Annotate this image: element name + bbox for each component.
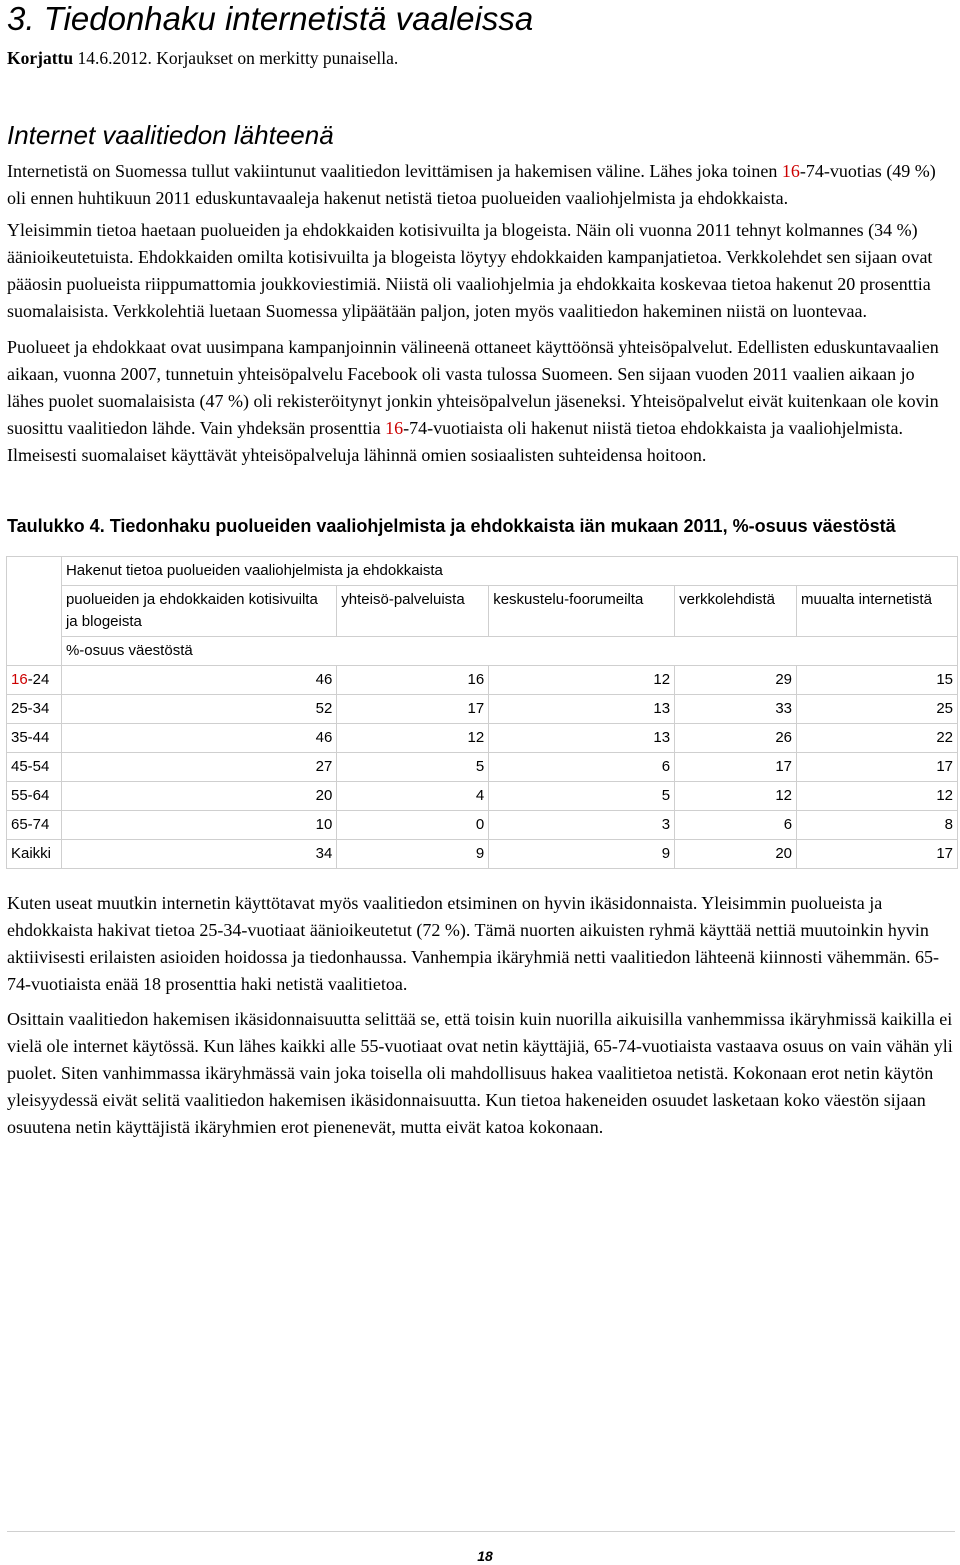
corrected-value: 16: [11, 671, 28, 688]
table-cell: 6: [489, 753, 675, 782]
table-cell: 0: [337, 811, 489, 840]
table-cell: 17: [337, 695, 489, 724]
table-cell: 12: [337, 724, 489, 753]
table-cell: 29: [675, 666, 797, 695]
paragraph-3-text-b: -74-vuotiaista oli hakenut niistä tietoa ehdokkaista ja vaaliohjelmista. Ilmeisesti suomalaiset käyttävät yhteisöpalveluja lähinnä omien sosiaalisten suhteidensa hoitoon.: [7, 418, 903, 465]
table-row: [7, 666, 958, 695]
row-label: 45-54: [7, 753, 62, 782]
table-unit-row: [7, 637, 958, 666]
correction-label: Korjattu: [7, 48, 74, 68]
table-cell: 9: [337, 840, 489, 869]
table-cell: 27: [61, 753, 336, 782]
correction-text: 14.6.2012. Korjaukset on merkitty punaisella.: [73, 48, 399, 68]
paragraph-1-text-a: Internetistä on Suomessa tullut vakiintunut vaalitiedon levittämisen ja hakemisen väline. Lähes joka toinen: [7, 161, 782, 181]
table-corner-cell: [7, 557, 62, 666]
table-title: Taulukko 4. Tiedonhaku puolueiden vaaliohjelmista ja ehdokkaista iän mukaan 2011, %-osuus väestöstä: [7, 516, 896, 536]
table-cell: 16: [337, 666, 489, 695]
paragraph-3: [7, 334, 955, 469]
table-cell: 12: [489, 666, 675, 695]
document-page: [7, 0, 955, 1141]
table-cell: 13: [489, 695, 675, 724]
row-label: 35-44: [7, 724, 62, 753]
table-row: [7, 840, 958, 869]
table-unit-label: %-osuus väestöstä: [61, 637, 957, 666]
row-label: 55-64: [7, 782, 62, 811]
section-heading: Internet vaalitiedon lähteenä: [7, 120, 334, 150]
table-cell: 46: [61, 666, 336, 695]
table-group-header-row: [7, 557, 958, 586]
table-cell: 20: [675, 840, 797, 869]
table-cell: 3: [489, 811, 675, 840]
paragraph-1-text-b: -74-vuotias (49 %) oli ennen huhtikuun 2011 eduskuntavaaleja hakenut netistä tietoa puolueiden vaaliohjelmista ja ehdokkaista.: [7, 161, 936, 208]
table-row: [7, 811, 958, 840]
page-heading: 3. Tiedonhaku internetistä vaaleissa: [7, 0, 534, 37]
column-header: yhteisö-palveluista: [337, 586, 489, 637]
row-label: 65-74: [7, 811, 62, 840]
table-cell: 12: [797, 782, 958, 811]
paragraph-3-text-a: Puolueet ja ehdokkaat ovat uusimpana kampanjoinnin välineenä ottaneet käyttöönsä yhteisöpalvelut. Edellisten eduskuntavaalien aikaan, vuonna 2007, tunnetuin yhteisöpalvelu Facebook oli vasta tulossa Suomeen. Sen sijaan vuoden 2011 vaalien aikaan jo lähes puolet suomalaisista (47 %) oli rekisteröitynyt jonkin yhteisöpalvelun jäseneksi. Yhteisöpalvelut eivät kuitenkaan ole kovin suosittu vaalitiedon lähde. Vain yhdeksän prosenttia: [7, 337, 939, 438]
table-cell: 22: [797, 724, 958, 753]
table-cell: 9: [489, 840, 675, 869]
row-label-rest: -24: [27, 671, 50, 688]
table-cell: 52: [61, 695, 336, 724]
table-cell: 33: [675, 695, 797, 724]
table-cell: 6: [675, 811, 797, 840]
table-cell: 5: [337, 753, 489, 782]
column-header: verkkolehdistä: [675, 586, 797, 637]
table-cell: 17: [675, 753, 797, 782]
table-group-header: Hakenut tietoa puolueiden vaaliohjelmista ja ehdokkaista: [61, 557, 957, 586]
table-cell: 46: [61, 724, 336, 753]
table-cell: 5: [489, 782, 675, 811]
column-header: muualta internetistä: [797, 586, 958, 637]
paragraph-2: Yleisimmin tietoa haetaan puolueiden ja ehdokkaiden kotisivuilta ja blogeista. Näin oli vuonna 2011 tehnyt kolmannes (34 %) äänioikeutetuista. Ehdokkaiden omilta kotisivuilta ja blogeista löytyy ehdokkaiden kampanjatietoa. Verkkolehdet sen sijaan ovat pääosin puolueista riippumattomia joukkoviestimiä. Niistä oli vaaliohjelmia ja ehdokkaita koskevaa tietoa hakenut 20 prosenttia suomalaisista. Verkkolehtiä luetaan Suomessa ylipäätään paljon, joten myös vaalitiedon hakeminen niistä on luontevaa.: [7, 220, 933, 321]
table-row: [7, 753, 958, 782]
correction-note: [7, 47, 955, 69]
table-cell: 26: [675, 724, 797, 753]
row-label: [7, 666, 62, 695]
table-cell: 8: [797, 811, 958, 840]
paragraph-5: Osittain vaalitiedon hakemisen ikäsidonnaisuutta selittää se, että toisin kuin nuorilla aikuisilla vanhemmissa ikäryhmissä kaikilla ei vielä ole internet käytössä. Kun lähes kaikki alle 55-vuotiaat ovat netin käyttäjiä, 65-74-vuotiaista vastaava osuus on vain vähän yli puolet. Siten vanhimmassa ikäryhmässä vain joka toisella oli mahdollisuus hakea vaalitietoa netistä. Kokonaan erot netin käytön yleisyydessä eivät selitä vaalitiedon hakemisen ikäsidonnaisuutta. Kun tietoa hakeneiden osuudet lasketaan koko väestön sijaan osuutena netin käyttäjistä ikäryhmien erot pienenevät, mutta eivät katoa kokonaan.: [7, 1009, 953, 1137]
column-header: puolueiden ja ehdokkaiden kotisivuilta ja blogeista: [61, 586, 336, 637]
row-label: Kaikki: [7, 840, 62, 869]
table-row: [7, 724, 958, 753]
table-cell: 17: [797, 840, 958, 869]
table-column-header-row: [7, 586, 958, 637]
footer-divider: [7, 1531, 955, 1532]
table-cell: 20: [61, 782, 336, 811]
table-cell: 4: [337, 782, 489, 811]
table-cell: 34: [61, 840, 336, 869]
paragraph-1: [7, 158, 955, 212]
table-cell: 13: [489, 724, 675, 753]
table-cell: 25: [797, 695, 958, 724]
table-row: [7, 782, 958, 811]
column-header: keskustelu-foorumeilta: [489, 586, 675, 637]
row-label: 25-34: [7, 695, 62, 724]
table-cell: 15: [797, 666, 958, 695]
data-table: [6, 556, 958, 869]
corrected-value: 16: [385, 418, 404, 438]
page-number: 18: [477, 1548, 493, 1564]
table-row: [7, 695, 958, 724]
corrected-value: 16: [781, 161, 800, 181]
table-cell: 12: [675, 782, 797, 811]
table-cell: 17: [797, 753, 958, 782]
paragraph-4: Kuten useat muutkin internetin käyttötavat myös vaalitiedon etsiminen on hyvin ikäsidonnaista. Yleisimmin puolueista ja ehdokkaista hakivat tietoa 25-34-vuotiaat äänioikeutetut (72 %). Tämä nuorten aikuisten ryhmä käyttää nettiä muutoinkin hyvin aktiivisesti erilaisten asioiden hoidossa ja tiedonhaussa. Vanhempia ikäryhmiä netti vaalitiedon lähteenä kiinnosti vähemmän. 65-74-vuotiaista enää 18 prosenttia haki netistä vaalitietoa.: [7, 893, 939, 994]
table-cell: 10: [61, 811, 336, 840]
